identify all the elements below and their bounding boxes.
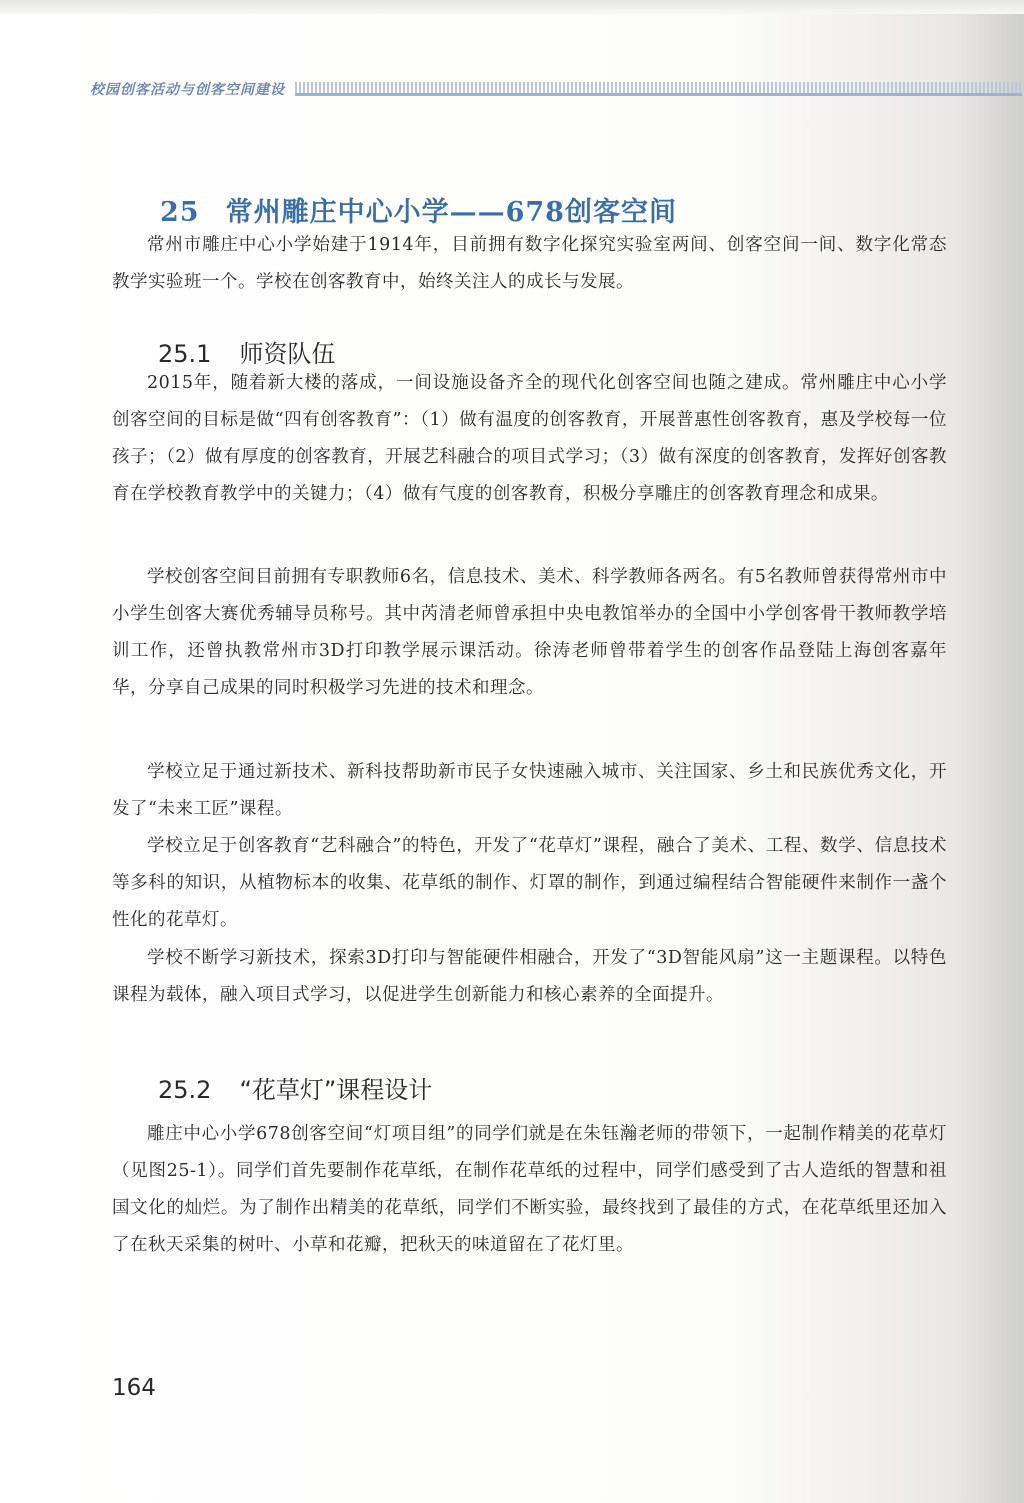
paragraph: 学校创客空间目前拥有专职教师6名，信息技术、美术、科学教师各两名。有5名教师曾获得常州市中小学生创客大赛优秀辅导员称号。其中芮清老师曾承担中央电教馆举办的全国中小学创客骨干教师教学培训工作，还曾执教常州市3D打印教学展示课活动。徐涛老师曾带着学生的创客作品登陆上海创客嘉年华，分享自己成果的同时积极学习先进的技术和理念。 xyxy=(112,567,947,698)
chapter-title xyxy=(160,190,920,229)
section-heading-25-1 xyxy=(158,334,335,369)
page-number: 164 xyxy=(112,1375,156,1401)
section-heading-25-2 xyxy=(158,1070,432,1105)
paragraph: 雕庄中心小学678创客空间“灯项目组”的同学们就是在朱钰瀚老师的带领下，一起制作精美的花草灯（见图25-1）。同学们首先要制作花草纸，在制作花草纸的过程中，同学们感受到了古人造纸的智慧和祖国文化的灿烂。为了制作出精美的花草纸，同学们不断实验，最终找到了最佳的方式，在花草纸里还加入了在秋天采集的树叶、小草和花瓣，把秋天的味道留在了花灯里。 xyxy=(112,1124,947,1255)
running-header xyxy=(82,80,1022,98)
paragraph: 学校立足于创客教育“艺科融合”的特色，开发了“花草灯”课程，融合了美术、工程、数学、信息技术等多科的知识，从植物标本的收集、花草纸的制作、灯罩的制作，到通过编程结合智能硬件来制作一盏个性化的花草灯。 xyxy=(112,836,947,930)
page-top-edge xyxy=(0,0,1024,14)
chapter-title-text: 常州雕庄中心小学——678创客空间 xyxy=(225,197,677,228)
section-title: “花草灯”课程设计 xyxy=(239,1076,433,1104)
section-title: 师资队伍 xyxy=(239,340,336,368)
section-number: 25.1 xyxy=(158,340,212,368)
paragraph: 学校不断学习新技术，探索3D打印与智能硬件相融合，开发了“3D智能风扇”这一主题课程。以特色课程为载体，融入项目式学习，以促进学生创新能力和核心素养的全面提升。 xyxy=(112,948,947,1005)
running-header-title: 校园创客活动与创客空间建设 xyxy=(90,82,285,98)
chapter-number: 25 xyxy=(160,197,200,228)
paragraph: 学校立足于通过新技术、新科技帮助新市民子女快速融入城市、关注国家、乡土和民族优秀文化，开发了“未来工匠”课程。 xyxy=(112,762,947,819)
header-decoration-stripes xyxy=(295,82,1022,96)
section-number: 25.2 xyxy=(158,1076,212,1104)
paragraph: 2015年，随着新大楼的落成，一间设施设备齐全的现代化创客空间也随之建成。常州雕庄中心小学创客空间的目标是做“四有创客教育”：（1）做有温度的创客教育，开展普惠性创客教育，惠及学校每一位孩子；（2）做有厚度的创客教育，开展艺科融合的项目式学习；（3）做有深度的创客教育，发挥好创客教育在学校教育教学中的关键力；（4）做有气度的创客教育，积极分享雕庄的创客教育理念和成果。 xyxy=(112,373,947,504)
chapter-intro-paragraph: 常州市雕庄中心小学始建于1914年，目前拥有数字化探究实验室两间、创客空间一间、数字化常态教学实验班一个。学校在创客教育中，始终关注人的成长与发展。 xyxy=(112,235,947,292)
